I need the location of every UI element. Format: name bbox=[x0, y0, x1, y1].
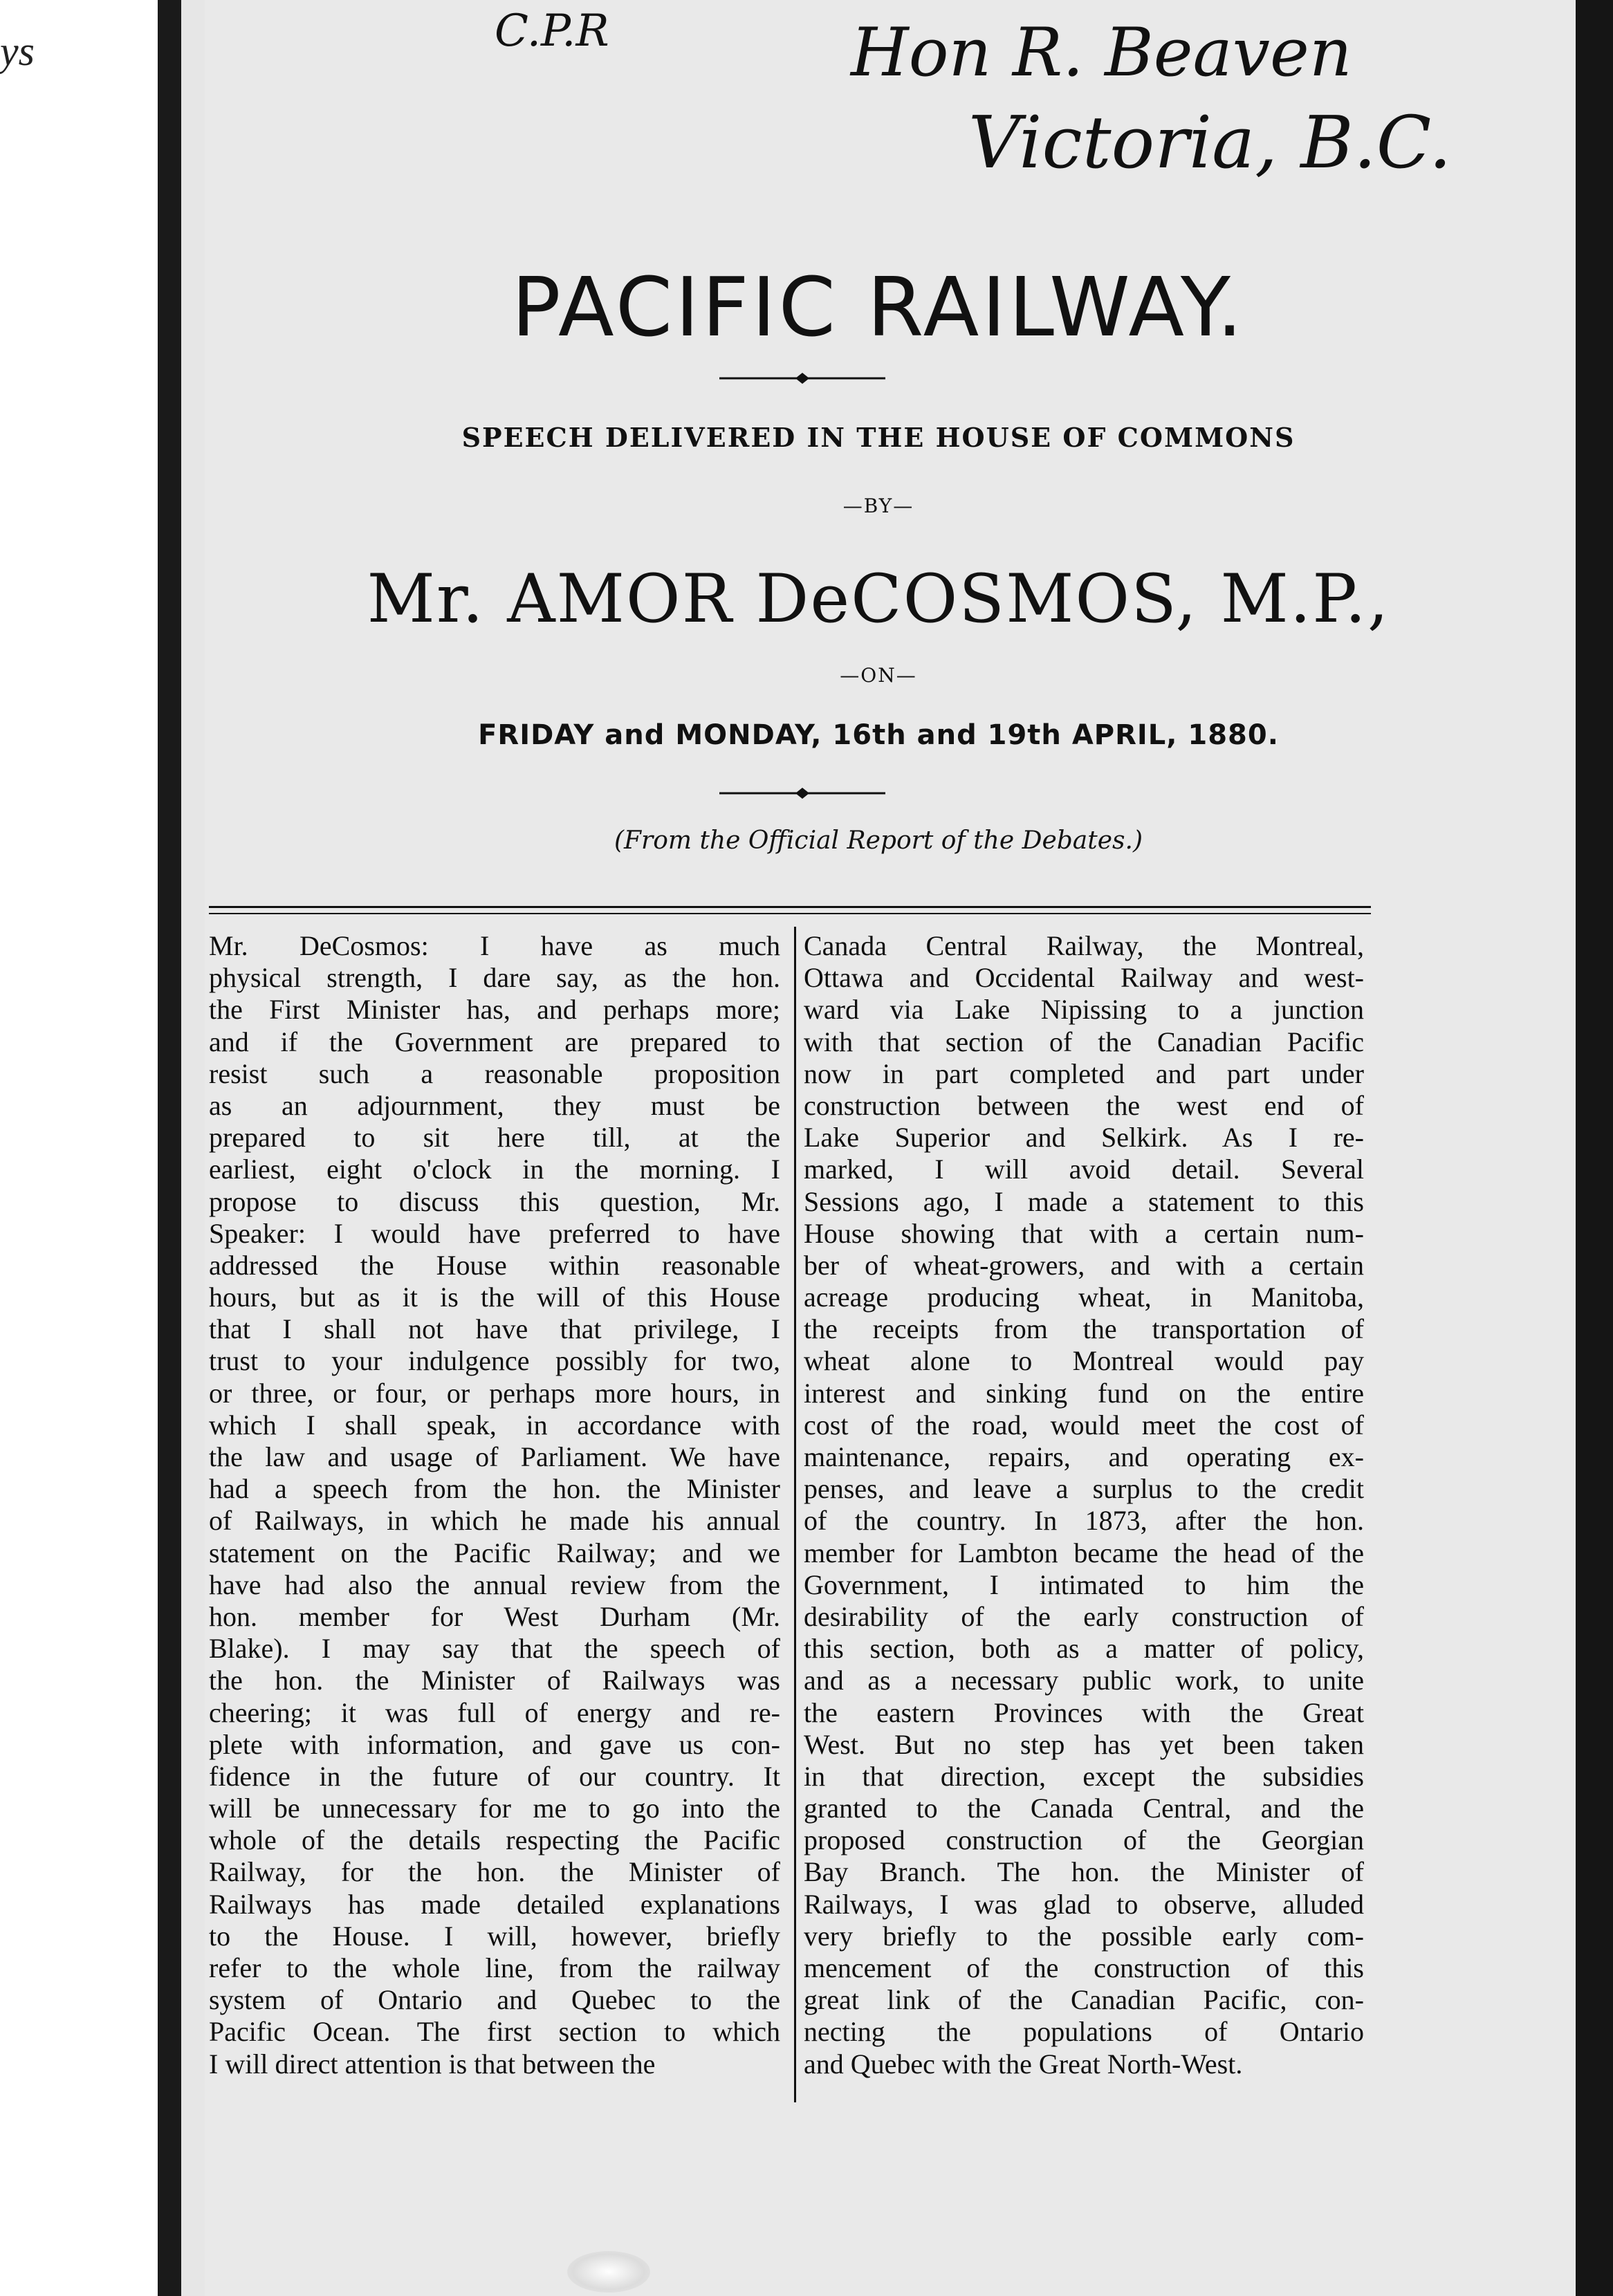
text-line: with that section of the Canadian Pacific bbox=[804, 1026, 1364, 1057]
text-line: I will direct attention is that between the bbox=[209, 2048, 656, 2080]
text-line: cheering; it was full of energy and re- bbox=[209, 1696, 780, 1728]
text-line: in that direction, except the subsidies bbox=[804, 1760, 1364, 1792]
text-line: Speaker: I would have preferred to have bbox=[209, 1217, 780, 1249]
header-rule bbox=[209, 913, 1371, 914]
text-line: Railways has made detailed explanations bbox=[209, 1888, 780, 1920]
handwritten-mark: C.P.R bbox=[495, 6, 609, 57]
text-line: interest and sinking fund on the entire bbox=[804, 1377, 1364, 1409]
text-line: earliest, eight o'clock in the morning. I bbox=[209, 1154, 780, 1185]
text-line: Lake Superior and Selkirk. As I re- bbox=[804, 1122, 1364, 1154]
text-line: Canada Central Railway, the Montreal, bbox=[804, 930, 1364, 961]
text-line: cost of the road, would meet the cost of bbox=[804, 1409, 1364, 1441]
column-divider bbox=[794, 927, 796, 2102]
speech-date: FRIDAY and MONDAY, 16th and 19th APRIL, 1880. bbox=[478, 719, 1279, 751]
text-line: Mr. DeCosmos: I have as much bbox=[209, 930, 780, 961]
handwritten-owner-name: Hon R. Beaven bbox=[851, 14, 1352, 91]
text-line: of the country. In 1873, after the hon. bbox=[804, 1505, 1364, 1537]
text-line: Sessions ago, I made a statement to this bbox=[804, 1185, 1364, 1217]
text-column-right bbox=[804, 930, 1364, 2080]
text-line: hon. member for West Durham (Mr. bbox=[209, 1600, 780, 1632]
text-line: House showing that with a certain num- bbox=[804, 1217, 1364, 1249]
text-line: and Quebec with the Great North-West. bbox=[804, 2048, 1243, 2080]
text-line: fidence in the future of our country. It bbox=[209, 1760, 780, 1792]
paper-stain bbox=[567, 2251, 650, 2293]
text-line: acreage producing wheat, in Manitoba, bbox=[804, 1281, 1364, 1313]
text-line: construction between the west end of bbox=[804, 1089, 1364, 1121]
text-line: and if the Government are prepared to bbox=[209, 1026, 780, 1057]
text-line: proposed construction of the Georgian bbox=[804, 1824, 1364, 1856]
header-rule bbox=[209, 906, 1371, 908]
book-right-edge bbox=[1576, 0, 1613, 2296]
text-line: now in part completed and part under bbox=[804, 1057, 1364, 1089]
ornament-divider bbox=[719, 785, 885, 802]
text-line: marked, I will avoid detail. Several bbox=[804, 1154, 1364, 1185]
text-line: the eastern Provinces with the Great bbox=[804, 1696, 1364, 1728]
text-line: prepared to sit here till, at the bbox=[209, 1122, 780, 1154]
text-line: and as a necessary public work, to unite bbox=[804, 1665, 1364, 1696]
text-line: propose to discuss this question, Mr. bbox=[209, 1185, 780, 1217]
text-line: trust to your indulgence possibly for two, bbox=[209, 1345, 780, 1377]
text-line: the First Minister has, and perhaps more; bbox=[209, 994, 780, 1026]
text-line: addressed the House within reasonable bbox=[209, 1249, 780, 1281]
text-line: desirability of the early construction of bbox=[804, 1600, 1364, 1632]
ornament-divider bbox=[719, 370, 885, 387]
text-line: penses, and leave a surplus to the credit bbox=[804, 1473, 1364, 1505]
text-line: Pacific Ocean. The first section to which bbox=[209, 2016, 780, 2048]
text-line: member for Lambton became the head of the bbox=[804, 1537, 1364, 1568]
text-column-left bbox=[209, 930, 780, 2080]
margin-mark: ys bbox=[0, 28, 35, 74]
text-line: that I shall not have that privilege, I bbox=[209, 1313, 780, 1345]
speaker-name: Mr. AMOR DeCOSMOS, M.P., bbox=[367, 560, 1390, 638]
text-line: Railways, I was glad to observe, alluded bbox=[804, 1888, 1364, 1920]
source-note: (From the Official Report of the Debates.) bbox=[614, 826, 1143, 855]
text-line: or three, or four, or perhaps more hours, in bbox=[209, 1377, 780, 1409]
text-line: plete with information, and gave us con- bbox=[209, 1728, 780, 1760]
text-line: the law and usage of Parliament. We have bbox=[209, 1441, 780, 1472]
text-line: as an adjournment, they must be bbox=[209, 1089, 780, 1121]
text-line: Government, I intimated to him the bbox=[804, 1568, 1364, 1600]
text-line: physical strength, I dare say, as the hon. bbox=[209, 962, 780, 994]
text-line: great link of the Canadian Pacific, con- bbox=[804, 1984, 1364, 2016]
text-line: mencement of the construction of this bbox=[804, 1952, 1364, 1983]
text-line: the receipts from the transportation of bbox=[804, 1313, 1364, 1345]
text-line: refer to the whole line, from the railway bbox=[209, 1952, 780, 1983]
text-line: the hon. the Minister of Railways was bbox=[209, 1665, 780, 1696]
document-title: PACIFIC RAILWAY. bbox=[511, 259, 1246, 355]
text-line: Railway, for the hon. the Minister of bbox=[209, 1856, 780, 1888]
text-line: West. But no step has yet been taken bbox=[804, 1728, 1364, 1760]
text-line: Bay Branch. The hon. the Minister of bbox=[804, 1856, 1364, 1888]
handwritten-owner-place: Victoria, B.C. bbox=[968, 100, 1452, 185]
text-line: statement on the Pacific Railway; and we bbox=[209, 1537, 780, 1568]
text-line: of Railways, in which he made his annual bbox=[209, 1505, 780, 1537]
on-label: —ON— bbox=[840, 664, 917, 687]
text-line: will be unnecessary for me to go into the bbox=[209, 1793, 780, 1824]
text-line: very briefly to the possible early com- bbox=[804, 1920, 1364, 1952]
text-line: have had also the annual review from the bbox=[209, 1568, 780, 1600]
book-left-margin bbox=[0, 0, 158, 2296]
text-line: ber of wheat-growers, and with a certain bbox=[804, 1249, 1364, 1281]
text-line: had a speech from the hon. the Minister bbox=[209, 1473, 780, 1505]
text-line: maintenance, repairs, and operating ex- bbox=[804, 1441, 1364, 1472]
text-line: Blake). I may say that the speech of bbox=[209, 1633, 780, 1665]
text-line: whole of the details respecting the Pacific bbox=[209, 1824, 780, 1856]
text-line: hours, but as it is the will of this House bbox=[209, 1281, 780, 1313]
text-line: this section, both as a matter of policy, bbox=[804, 1633, 1364, 1665]
text-line: necting the populations of Ontario bbox=[804, 2016, 1364, 2048]
text-line: wheat alone to Montreal would pay bbox=[804, 1345, 1364, 1377]
text-line: which I shall speak, in accordance with bbox=[209, 1409, 780, 1441]
text-line: Ottawa and Occidental Railway and west- bbox=[804, 962, 1364, 994]
text-line: resist such a reasonable proposition bbox=[209, 1057, 780, 1089]
text-line: to the House. I will, however, briefly bbox=[209, 1920, 780, 1952]
by-label: —BY— bbox=[842, 494, 914, 517]
text-line: ward via Lake Nipissing to a junction bbox=[804, 994, 1364, 1026]
document-subtitle: SPEECH DELIVERED IN THE HOUSE OF COMMONS bbox=[461, 422, 1296, 453]
text-line: granted to the Canada Central, and the bbox=[804, 1793, 1364, 1824]
text-line: system of Ontario and Quebec to the bbox=[209, 1984, 780, 2016]
